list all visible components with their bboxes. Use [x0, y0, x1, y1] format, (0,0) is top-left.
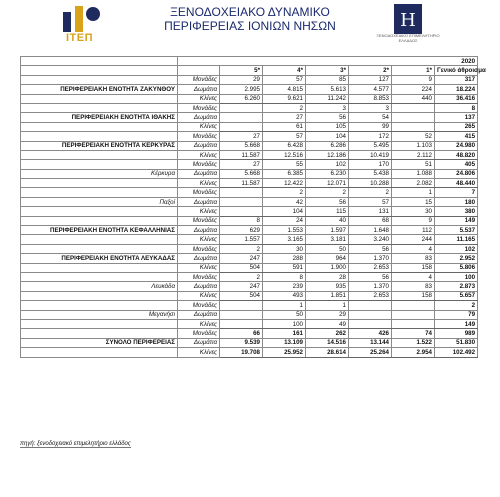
- value-cell: 989: [435, 329, 478, 338]
- value-cell: 24: [263, 216, 306, 225]
- value-cell: 4: [392, 272, 435, 281]
- value-cell: 104: [306, 132, 349, 141]
- value-cell: 56: [349, 272, 392, 281]
- value-cell: 99: [349, 122, 392, 131]
- subregion-label: [21, 291, 178, 300]
- metric-label: Κλίνες: [178, 94, 220, 103]
- value-cell: 380: [435, 207, 478, 216]
- value-cell: 1: [392, 188, 435, 197]
- value-cell: 25.952: [263, 348, 306, 357]
- metric-label: Κλίνες: [178, 235, 220, 244]
- table-row: [21, 282, 478, 291]
- value-cell: 247: [220, 254, 263, 263]
- report-header: [0, 0, 500, 55]
- column-header: 4*: [263, 66, 306, 75]
- value-cell: 83: [392, 254, 435, 263]
- column-header: 2*: [349, 66, 392, 75]
- value-cell: 3.240: [349, 235, 392, 244]
- metric-label: Δωμάτια: [178, 254, 220, 263]
- value-cell: 2: [220, 244, 263, 253]
- value-cell: [392, 113, 435, 122]
- value-cell: 6.385: [263, 169, 306, 178]
- table-row: [21, 254, 478, 263]
- value-cell: 5.438: [349, 169, 392, 178]
- region-label: [21, 329, 178, 338]
- metric-label: Μονάδες: [178, 329, 220, 338]
- value-cell: 48.820: [435, 150, 478, 159]
- value-cell: [220, 188, 263, 197]
- value-cell: 265: [435, 122, 478, 131]
- metric-label: Δωμάτια: [178, 338, 220, 347]
- hotel-chamber-caption: ΞΕΝΟΔΟΧΕΙΑΚΟ ΕΠΙΜΕΛΗΤΗΡΙΟ ΕΛΛΑΔΟΣ: [376, 33, 440, 43]
- value-cell: 27: [220, 132, 263, 141]
- value-cell: 12.186: [306, 150, 349, 159]
- year-row: [21, 57, 478, 66]
- region-label: ΠΕΡΙΦΕΡΕΙΑΚΗ ΕΝΟΤΗΤΑ ΙΘΑΚΗΣ: [21, 113, 178, 122]
- value-cell: 180: [435, 197, 478, 206]
- region-label: ΠΕΡΙΦΕΡΕΙΑΚΗ ΕΝΟΤΗΤΑ ΚΕΦΑΛΛΗΝΙΑΣ: [21, 226, 178, 235]
- region-label: [21, 263, 178, 272]
- value-cell: 2: [306, 188, 349, 197]
- value-cell: 1.648: [349, 226, 392, 235]
- value-cell: [349, 310, 392, 319]
- value-cell: 9.621: [263, 94, 306, 103]
- metric-label: Κλίνες: [178, 150, 220, 159]
- value-cell: 40: [306, 216, 349, 225]
- region-label: [21, 75, 178, 84]
- value-cell: 288: [263, 254, 306, 263]
- value-cell: 68: [349, 216, 392, 225]
- value-cell: [220, 310, 263, 319]
- region-label: [21, 132, 178, 141]
- value-cell: 3.165: [263, 235, 306, 244]
- region-label: [21, 122, 178, 131]
- region-label: ΠΕΡΙΦΕΡΕΙΑΚΗ ΕΝΟΤΗΤΑ ΚΕΡΚΥΡΑΣ: [21, 141, 178, 150]
- value-cell: 83: [392, 282, 435, 291]
- value-cell: 1.370: [349, 254, 392, 263]
- value-cell: [220, 319, 263, 328]
- metric-label: Δωμάτια: [178, 197, 220, 206]
- value-cell: [220, 197, 263, 206]
- table-row: [21, 263, 478, 272]
- value-cell: 11.587: [220, 179, 263, 188]
- subregion-label: [21, 207, 178, 216]
- table-row: [21, 272, 478, 281]
- value-cell: 115: [306, 207, 349, 216]
- value-cell: 629: [220, 226, 263, 235]
- value-cell: 27: [263, 113, 306, 122]
- table-row: [21, 122, 478, 131]
- value-cell: [392, 310, 435, 319]
- table-row: [21, 291, 478, 300]
- value-cell: 1.597: [306, 226, 349, 235]
- value-cell: 2.653: [349, 263, 392, 272]
- region-label: [21, 244, 178, 253]
- table-row: [21, 197, 478, 206]
- subregion-label: Λευκάδα: [21, 282, 178, 291]
- value-cell: 9: [392, 216, 435, 225]
- value-cell: 149: [435, 216, 478, 225]
- value-cell: 935: [306, 282, 349, 291]
- value-cell: 504: [220, 263, 263, 272]
- value-cell: 8: [263, 272, 306, 281]
- value-cell: 1.522: [392, 338, 435, 347]
- table-row: [21, 244, 478, 253]
- value-cell: 4.577: [349, 85, 392, 94]
- value-cell: 1: [263, 301, 306, 310]
- value-cell: 48.440: [435, 179, 478, 188]
- value-cell: 51: [392, 160, 435, 169]
- region-label: [21, 150, 178, 159]
- value-cell: 50: [263, 310, 306, 319]
- value-cell: 36.416: [435, 94, 478, 103]
- value-cell: 15: [392, 197, 435, 206]
- metric-label: Κλίνες: [178, 291, 220, 300]
- table-row: [21, 207, 478, 216]
- value-cell: 12.516: [263, 150, 306, 159]
- subregion-label: [21, 188, 178, 197]
- value-cell: 161: [263, 329, 306, 338]
- value-cell: 102.492: [435, 348, 478, 357]
- metric-label: Μονάδες: [178, 272, 220, 281]
- value-cell: 29: [220, 75, 263, 84]
- value-cell: 5.537: [435, 226, 478, 235]
- value-cell: 2.653: [349, 291, 392, 300]
- value-cell: [220, 103, 263, 112]
- value-cell: 4.815: [263, 85, 306, 94]
- value-cell: 85: [306, 75, 349, 84]
- value-cell: 5.495: [349, 141, 392, 150]
- column-header-row: [21, 66, 478, 75]
- value-cell: 8: [220, 216, 263, 225]
- metric-label: Κλίνες: [178, 348, 220, 357]
- region-label: [21, 348, 178, 357]
- table-row: [21, 141, 478, 150]
- value-cell: 5.806: [435, 263, 478, 272]
- table-row: [21, 310, 478, 319]
- metric-label: Δωμάτια: [178, 113, 220, 122]
- value-cell: 14.516: [306, 338, 349, 347]
- svg-text:H: H: [400, 10, 416, 31]
- value-cell: [220, 301, 263, 310]
- subregion-label: [21, 301, 178, 310]
- value-cell: 30: [392, 207, 435, 216]
- value-cell: 5.668: [220, 141, 263, 150]
- table-row: [21, 235, 478, 244]
- value-cell: 426: [349, 329, 392, 338]
- year-cell: 2020: [178, 57, 478, 66]
- metric-label: Δωμάτια: [178, 141, 220, 150]
- value-cell: 54: [349, 113, 392, 122]
- table-row: [21, 338, 478, 347]
- metric-label: Μονάδες: [178, 132, 220, 141]
- value-cell: 102: [306, 160, 349, 169]
- title-line-1: ΞΕΝΟΔΟΧΕΙΑΚΟ ΔΥΝΑΜΙΚΟ: [170, 5, 330, 19]
- metric-label: Μονάδες: [178, 244, 220, 253]
- value-cell: 1.370: [349, 282, 392, 291]
- value-cell: 9: [392, 75, 435, 84]
- value-cell: [349, 319, 392, 328]
- value-cell: 1.553: [263, 226, 306, 235]
- source-note: πηγή: ξενοδοχειακό επιμελητήριο ελλάδος: [20, 441, 131, 447]
- value-cell: 224: [392, 85, 435, 94]
- value-cell: 3.181: [306, 235, 349, 244]
- value-cell: 262: [306, 329, 349, 338]
- value-cell: 1.851: [306, 291, 349, 300]
- value-cell: 170: [349, 160, 392, 169]
- table-row: [21, 216, 478, 225]
- value-cell: 2.082: [392, 179, 435, 188]
- value-cell: 100: [263, 319, 306, 328]
- value-cell: 2.995: [220, 85, 263, 94]
- blank-cell: [178, 66, 220, 75]
- blank-cell: [21, 66, 178, 75]
- blank-cell: [21, 57, 178, 66]
- value-cell: 56: [306, 197, 349, 206]
- value-cell: 239: [263, 282, 306, 291]
- metric-label: Κλίνες: [178, 122, 220, 131]
- value-cell: 104: [263, 207, 306, 216]
- value-cell: 61: [263, 122, 306, 131]
- value-cell: 56: [306, 113, 349, 122]
- metric-label: Μονάδες: [178, 160, 220, 169]
- value-cell: 10.419: [349, 150, 392, 159]
- value-cell: 28: [306, 272, 349, 281]
- value-cell: 172: [349, 132, 392, 141]
- column-header: 1*: [392, 66, 435, 75]
- value-cell: 56: [349, 244, 392, 253]
- table-row: [21, 169, 478, 178]
- table-row: [21, 329, 478, 338]
- value-cell: 247: [220, 282, 263, 291]
- value-cell: [392, 103, 435, 112]
- value-cell: 8.853: [349, 94, 392, 103]
- value-cell: 18.224: [435, 85, 478, 94]
- value-cell: 2: [263, 103, 306, 112]
- value-cell: 244: [392, 235, 435, 244]
- value-cell: 2: [435, 301, 478, 310]
- value-cell: [392, 319, 435, 328]
- region-label: ΠΕΡΙΦΕΡΕΙΑΚΗ ΕΝΟΤΗΤΑ ΛΕΥΚΑΔΑΣ: [21, 254, 178, 263]
- value-cell: 1.088: [392, 169, 435, 178]
- subregion-label: [21, 179, 178, 188]
- column-header: 3*: [306, 66, 349, 75]
- value-cell: 112: [392, 226, 435, 235]
- metric-label: Μονάδες: [178, 75, 220, 84]
- value-cell: 24.806: [435, 169, 478, 178]
- value-cell: 137: [435, 113, 478, 122]
- page-title: [100, 5, 400, 33]
- value-cell: 131: [349, 207, 392, 216]
- value-cell: 3: [349, 103, 392, 112]
- metric-label: Μονάδες: [178, 103, 220, 112]
- value-cell: 2: [263, 188, 306, 197]
- hotel-capacity-table: [20, 56, 486, 358]
- value-cell: 6.230: [306, 169, 349, 178]
- table-row: [21, 226, 478, 235]
- value-cell: 591: [263, 263, 306, 272]
- value-cell: 149: [435, 319, 478, 328]
- value-cell: 55: [263, 160, 306, 169]
- table-row: [21, 132, 478, 141]
- metric-label: Μονάδες: [178, 188, 220, 197]
- table-row: [21, 188, 478, 197]
- value-cell: 1.900: [306, 263, 349, 272]
- table-row: [21, 85, 478, 94]
- table-row: [21, 301, 478, 310]
- table-row: [21, 94, 478, 103]
- region-label: [21, 235, 178, 244]
- value-cell: 13.144: [349, 338, 392, 347]
- value-cell: [392, 122, 435, 131]
- value-cell: 6.260: [220, 94, 263, 103]
- value-cell: 25.264: [349, 348, 392, 357]
- value-cell: 24.980: [435, 141, 478, 150]
- value-cell: 1.103: [392, 141, 435, 150]
- subregion-label: Κέρκυρα: [21, 169, 178, 178]
- column-header: Γενικό άθροισμα: [435, 66, 478, 75]
- metric-label: Δωμάτια: [178, 310, 220, 319]
- value-cell: 1.557: [220, 235, 263, 244]
- value-cell: 6.286: [306, 141, 349, 150]
- value-cell: [392, 301, 435, 310]
- value-cell: 11.165: [435, 235, 478, 244]
- value-cell: 57: [263, 75, 306, 84]
- value-cell: 12.071: [306, 179, 349, 188]
- value-cell: 102: [435, 244, 478, 253]
- value-cell: 2: [349, 188, 392, 197]
- subregion-label: [21, 272, 178, 281]
- metric-label: Κλίνες: [178, 319, 220, 328]
- value-cell: [349, 301, 392, 310]
- table-row: [21, 319, 478, 328]
- value-cell: 5.657: [435, 291, 478, 300]
- value-cell: 2.952: [435, 254, 478, 263]
- value-cell: 4: [392, 244, 435, 253]
- value-cell: 3: [306, 103, 349, 112]
- value-cell: 28.614: [306, 348, 349, 357]
- value-cell: 30: [263, 244, 306, 253]
- region-label: [21, 103, 178, 112]
- metric-label: Δωμάτια: [178, 226, 220, 235]
- value-cell: 415: [435, 132, 478, 141]
- value-cell: 10.288: [349, 179, 392, 188]
- value-cell: 127: [349, 75, 392, 84]
- value-cell: 50: [306, 244, 349, 253]
- value-cell: 405: [435, 160, 478, 169]
- table-row: [21, 103, 478, 112]
- metric-label: Δωμάτια: [178, 169, 220, 178]
- value-cell: 13.109: [263, 338, 306, 347]
- value-cell: 5.668: [220, 169, 263, 178]
- metric-label: Κλίνες: [178, 179, 220, 188]
- value-cell: 66: [220, 329, 263, 338]
- value-cell: 42: [263, 197, 306, 206]
- value-cell: 2.873: [435, 282, 478, 291]
- table-row: [21, 179, 478, 188]
- value-cell: 158: [392, 263, 435, 272]
- value-cell: 8: [435, 103, 478, 112]
- value-cell: 105: [306, 122, 349, 131]
- value-cell: 2: [220, 272, 263, 281]
- value-cell: 5.613: [306, 85, 349, 94]
- value-cell: 51.830: [435, 338, 478, 347]
- value-cell: 100: [435, 272, 478, 281]
- value-cell: 2.954: [392, 348, 435, 357]
- value-cell: 27: [220, 160, 263, 169]
- value-cell: 57: [349, 197, 392, 206]
- region-label: ΠΕΡΙΦΕΡΕΙΑΚΗ ΕΝΟΤΗΤΑ ΖΑΚΥΝΘΟΥ: [21, 85, 178, 94]
- metric-label: Δωμάτια: [178, 85, 220, 94]
- value-cell: 49: [306, 319, 349, 328]
- subregion-label: Μεγανήσι: [21, 310, 178, 319]
- value-cell: 2.112: [392, 150, 435, 159]
- table-row: [21, 348, 478, 357]
- itep-logo-text: ΙΤΕΠ: [66, 32, 94, 44]
- value-cell: 19.708: [220, 348, 263, 357]
- value-cell: 317: [435, 75, 478, 84]
- metric-label: Μονάδες: [178, 216, 220, 225]
- value-cell: 6.428: [263, 141, 306, 150]
- value-cell: 504: [220, 291, 263, 300]
- table-row: [21, 150, 478, 159]
- value-cell: 11.587: [220, 150, 263, 159]
- metric-label: Δωμάτια: [178, 282, 220, 291]
- subregion-label: Παξοί: [21, 197, 178, 206]
- table-row: [21, 160, 478, 169]
- table-row: [21, 113, 478, 122]
- value-cell: 12.422: [263, 179, 306, 188]
- value-cell: 9.539: [220, 338, 263, 347]
- title-line-2: ΠΕΡΙΦΕΡΕΙΑΣ ΙΟΝΙΩΝ ΝΗΣΩΝ: [164, 19, 336, 33]
- column-header: 5*: [220, 66, 263, 75]
- metric-label: Μονάδες: [178, 301, 220, 310]
- value-cell: 11.242: [306, 94, 349, 103]
- value-cell: 7: [435, 188, 478, 197]
- value-cell: 57: [263, 132, 306, 141]
- value-cell: 79: [435, 310, 478, 319]
- metric-label: Κλίνες: [178, 207, 220, 216]
- value-cell: 74: [392, 329, 435, 338]
- metric-label: Κλίνες: [178, 263, 220, 272]
- region-label: [21, 94, 178, 103]
- value-cell: [220, 113, 263, 122]
- table-row: [21, 75, 478, 84]
- region-label: [21, 216, 178, 225]
- value-cell: 493: [263, 291, 306, 300]
- region-label: ΣΥΝΟΛΟ ΠΕΡΙΦΕΡΕΙΑΣ: [21, 338, 178, 347]
- value-cell: 29: [306, 310, 349, 319]
- value-cell: 964: [306, 254, 349, 263]
- subregion-label: [21, 319, 178, 328]
- value-cell: [220, 122, 263, 131]
- value-cell: 158: [392, 291, 435, 300]
- value-cell: [220, 207, 263, 216]
- subregion-label: [21, 160, 178, 169]
- value-cell: 440: [392, 94, 435, 103]
- value-cell: 1: [306, 301, 349, 310]
- value-cell: 52: [392, 132, 435, 141]
